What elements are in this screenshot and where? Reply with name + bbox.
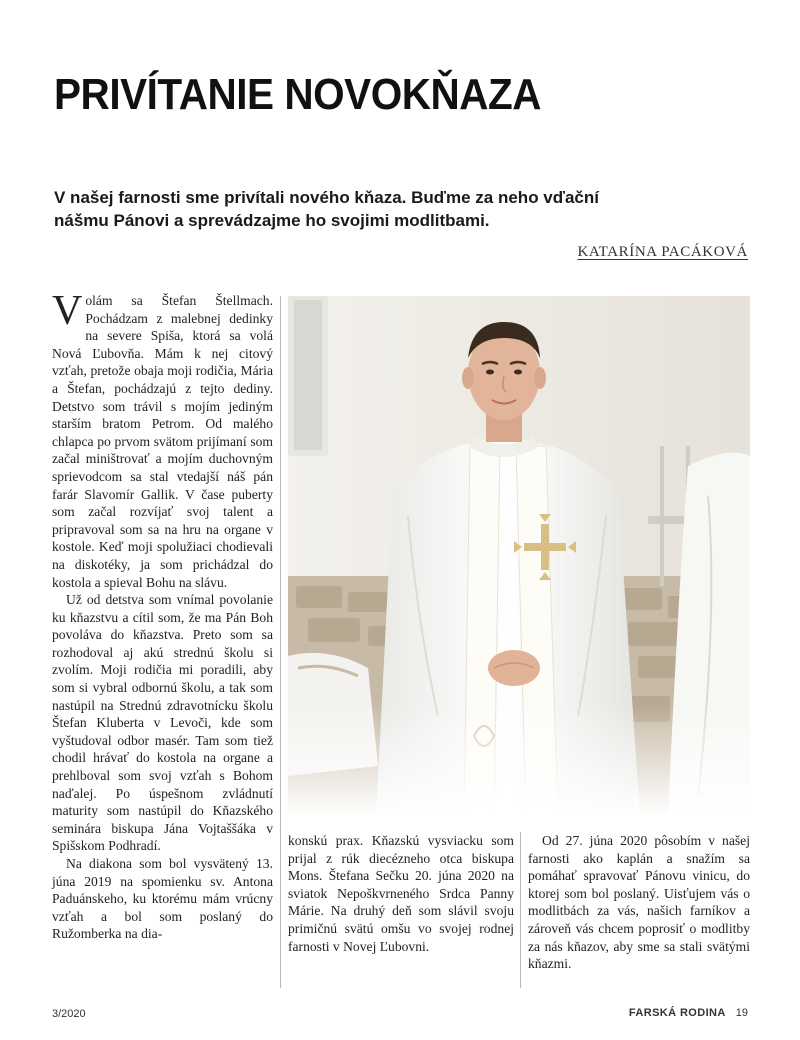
article-author: KATARÍNA PACÁKOVÁ <box>577 244 748 260</box>
column-divider-2 <box>520 832 521 988</box>
paragraph-1 <box>52 288 273 591</box>
priest-photo-image <box>288 296 750 816</box>
paragraph-3: Na diakona som bol vysvätený 13. júna 2019 na spomienku sv. Antona Paduánskeho, ku ktorému mám vrúcny vzťah a bol som poslaný do Ružomberka na dia- <box>52 856 273 942</box>
paragraph-1-text: olám sa Štefan Štellmach. Pochádzam z malebnej dedinky na severe Spiša, ktorá sa volá Nová Ľubovňa. Mám k nej citový vzťah, pretože obaja moji rodičia, Mária a Štefan, pochádzajú z tejto dediny. Detstvo som trávil s mojím jediným starším bratom Petrom. Od malého chlapca po prvom svätom prijímaní som začal miništrovať a mojím duchovným sprievodcom sa stal vtedajší náš pán farár Slavomír Gallik. V čase puberty som začal rozvíjať svoj talent a pripravoval som sa na hru na organe v kostole. Keď moji spolužiaci chodievali na diskotéky, ja som prichádzal do kostola a spieval Bohu na slávu. <box>52 293 273 590</box>
text-column-1 <box>52 288 273 943</box>
page-number: 19 <box>735 1007 748 1019</box>
paragraph-5: Od 27. júna 2020 pôsobím v našej farnosti ako kaplán a snažím sa pomáhať spravovať Pánovu vinicu, do ktorej som bol poslaný. Uisťujem vás o modlitbách za vás, našich farníkov a zároveň vás chcem poprosiť o modlitby za nás kňazov, aby sme sa stali svätými kňazmi. <box>528 833 750 972</box>
page-footer <box>629 1007 748 1019</box>
drop-cap: V <box>52 288 83 334</box>
article-title: PRIVÍTANIE NOVOKŇAZA <box>54 70 542 119</box>
priest-photo <box>288 296 750 816</box>
paragraph-4: konskú prax. Kňazskú vysviacku som prijal z rúk diecézneho otca biskupa Mons. Štefana Sečku 20. júna 2020 na sviatok Nepoškvrneného Srdca Panny Márie. Na druhý deň som slávil svoju primičnú svätú omšu vo svojej rodnej farnosti v Novej Ľubovni. <box>288 833 514 954</box>
text-column-2 <box>288 832 514 955</box>
text-column-3 <box>528 832 750 973</box>
article-lead: V našej farnosti sme privítali nového kňaza. Buďme za neho vďační nášmu Pánovi a sprevádzajme ho svojimi modlitbami. <box>54 188 599 230</box>
paragraph-2: Už od detstva som vnímal povolanie ku kňazstvu a cítil som, že ma Pán Boh povoláva do kňazstva. Preto som sa rozhodoval aj akú strednú školu si zvolím. Moji rodičia mi poradili, aby som si vybral odbornú školu, a tak som nastúpil na Strednú zdravotnícku školu Štefan Kluberta v Levoči, kde som vyštudoval odbor masér. Tam som tiež chodil hrávať do kostola na organe a prehlboval som svoj vzťah s Bohom naďalej. Po úspešnom zvládnutí maturity som nastúpil do Kňazského seminára biskupa Jána Vojtaššáka v Spišskom Podhradí. <box>52 592 273 854</box>
column-divider-1 <box>280 296 281 988</box>
issue-number: 3/2020 <box>52 1008 86 1020</box>
magazine-name: FARSKÁ RODINA <box>628 1007 726 1019</box>
